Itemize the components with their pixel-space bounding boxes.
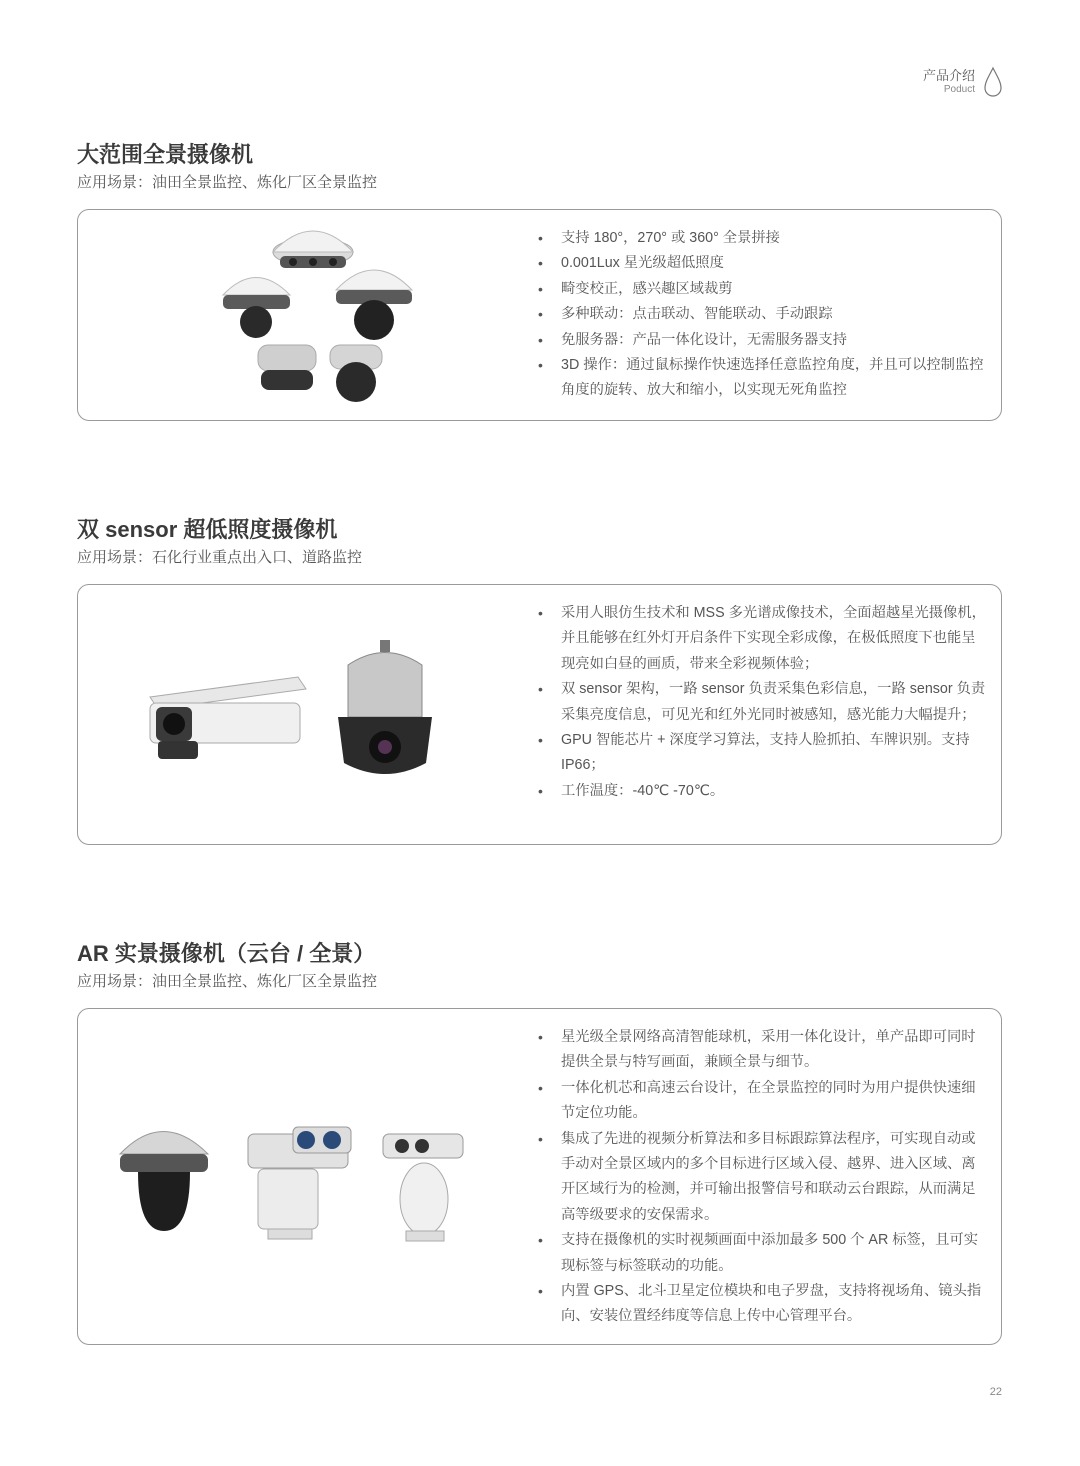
feature-list [538, 601, 987, 804]
product-card [77, 209, 1002, 421]
dual-sensor-cameras-image [108, 585, 508, 844]
section-panoramic-camera [77, 140, 1002, 399]
panoramic-dome-camera [120, 1132, 208, 1232]
camera-dome-left [223, 278, 290, 339]
feature-item: • 支持 180°，270° 或 360° 全景拼接 [538, 226, 987, 251]
feature-item: • 双 sensor 架构，一路 sensor 负责采集色彩信息，一路 sensor 负责采集亮度信息，可见光和红外光同时被感知，感光能力大幅提升； [538, 677, 987, 728]
feature-item: • 星光级全景网络高清智能球机，采用一体化设计，单产品即可同时提供全景与特写画面，兼顾全景与细节。 [538, 1025, 987, 1076]
section-title: AR 实景摄像机（云台 / 全景） [77, 941, 376, 966]
ar-cameras-image [108, 1009, 508, 1344]
page-header [923, 66, 1003, 98]
section-scene: 应用场景：油田全景监控、炼化厂区全景监控 [77, 973, 378, 990]
camera-mini-left [258, 345, 316, 390]
section-scene: 应用场景：油田全景监控、炼化厂区全景监控 [77, 174, 378, 191]
feature-item: • 畸变校正，感兴趣区域裁剪 [538, 277, 987, 302]
feature-item: • GPU 智能芯片 + 深度学习算法，支持人脸抓拍、车牌识别。支持 IP66； [538, 728, 987, 779]
header-text [923, 68, 975, 96]
feature-item: • 集成了先进的视频分析算法和多目标跟踪算法程序，可实现自动或手动对全景区域内的多个目标进行区域入侵、越界、进入区域、离开区域行为的检测，并可输出报警信号和联动云台跟踪，从而满足高等级要求的安保需求。 [538, 1127, 987, 1229]
ptz-dome-camera [338, 640, 432, 774]
camera-dome-top [273, 231, 353, 268]
feature-item: • 内置 GPS、北斗卫星定位模块和电子罗盘，支持将视场角、镜头指向、安装位置经纬度等信息上传中心管理平台。 [538, 1279, 987, 1330]
feature-item: • 多种联动：点击联动、智能联动、手动跟踪 [538, 302, 987, 327]
section-dual-sensor-camera [77, 515, 1002, 799]
camera-mini-right [330, 345, 382, 402]
section-scene: 应用场景：石化行业重点出入口、道路监控 [77, 549, 363, 566]
dual-lens-pan-tilt-camera [248, 1127, 351, 1239]
product-image-area [108, 210, 508, 420]
feature-list [538, 1025, 987, 1330]
product-card [77, 584, 1002, 845]
feature-list [538, 226, 987, 404]
camera-dome-right [336, 270, 412, 340]
section-ar-camera [77, 939, 1002, 1325]
feature-item: • 工作温度：-40℃ -70℃。 [538, 779, 987, 804]
section-title: 大范围全景摄像机 [77, 142, 254, 167]
drop-icon [983, 66, 1003, 98]
product-image-area [108, 1009, 508, 1344]
feature-item: • 3D 操作：通过鼠标操作快速选择任意监控角度，并且可以控制监控角度的旋转、放大和缩小，以实现无死角监控 [538, 353, 987, 404]
product-image-area [108, 585, 508, 844]
feature-item: • 支持在摄像机的实时视频画面中添加最多 500 个 AR 标签，且可实现标签与标签联动的功能。 [538, 1228, 987, 1279]
pan-tilt-camera [383, 1134, 463, 1241]
header-title: 产品介绍 [922, 68, 975, 83]
feature-item: • 免服务器：产品一体化设计，无需服务器支持 [538, 328, 987, 353]
product-card [77, 1008, 1002, 1345]
header-subtitle: Poduct [943, 84, 975, 95]
feature-item: • 采用人眼仿生技术和 MSS 多光谱成像技术，全面超越星光摄像机，并且能够在红外灯开启条件下实现全彩成像，在极低照度下也能呈现亮如白昼的画质，带来全彩视频体验； [538, 601, 987, 677]
panoramic-dome-camera-group-image [108, 210, 508, 420]
feature-item: • 一体化机芯和高速云台设计，在全景监控的同时为用户提供快速细节定位功能。 [538, 1076, 987, 1127]
page-number: 22 [989, 1386, 1002, 1398]
feature-item: • 0.001Lux 星光级超低照度 [538, 251, 987, 276]
box-camera-with-housing [150, 677, 306, 759]
section-title: 双 sensor 超低照度摄像机 [77, 517, 338, 542]
